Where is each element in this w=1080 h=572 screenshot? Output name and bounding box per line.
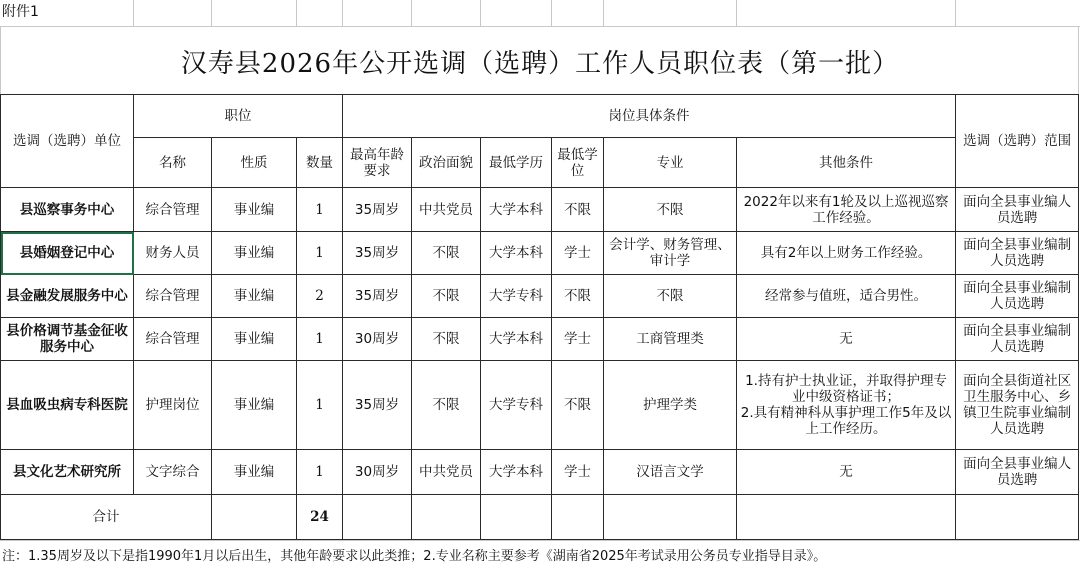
cell-education[interactable]: 大学本科 [481, 188, 552, 232]
total-empty-cell[interactable] [956, 495, 1079, 540]
header-row-1 [1, 95, 1079, 138]
cell-unit[interactable]: 县血吸虫病专科医院 [1, 361, 134, 450]
cell-other[interactable]: 无 [737, 450, 956, 495]
cell-education[interactable]: 大学专科 [481, 361, 552, 450]
header-row-2 [1, 138, 1079, 188]
cell-political[interactable]: 不限 [412, 275, 481, 318]
table-row [1, 318, 1079, 361]
cell-major[interactable]: 护理学类 [604, 361, 737, 450]
cell-political[interactable]: 不限 [412, 361, 481, 450]
header-name[interactable]: 名称 [134, 138, 212, 188]
cell-degree[interactable]: 不限 [552, 275, 604, 318]
cell-degree[interactable]: 不限 [552, 188, 604, 232]
cell-nature[interactable]: 事业编 [212, 361, 297, 450]
cell-nature[interactable]: 事业编 [212, 232, 297, 275]
cell-major[interactable]: 汉语言文学 [604, 450, 737, 495]
cell-scope[interactable]: 面向全县街道社区卫生服务中心、乡镇卫生院事业编制人员选聘 [956, 361, 1079, 450]
cell-unit[interactable]: 县价格调节基金征收服务中心 [1, 318, 134, 361]
cell-count[interactable]: 1 [297, 188, 343, 232]
cell-political[interactable]: 不限 [412, 232, 481, 275]
page-title[interactable]: 汉寿县2026年公开选调（选聘）工作人员职位表（第一批） [180, 48, 900, 79]
cell-count[interactable]: 2 [297, 275, 343, 318]
header-major[interactable]: 专业 [604, 138, 737, 188]
cell-unit-selected[interactable]: 县婚姻登记中心 [1, 232, 134, 275]
total-empty-cell[interactable] [343, 495, 412, 540]
cell-education[interactable]: 大学本科 [481, 232, 552, 275]
gridline [736, 0, 737, 26]
gridline [551, 0, 552, 26]
header-conditions-group[interactable]: 岗位具体条件 [343, 95, 956, 138]
gridline [0, 540, 1080, 541]
cell-name[interactable]: 文字综合 [134, 450, 212, 495]
cell-scope[interactable]: 面向全县事业编制人员选聘 [956, 232, 1079, 275]
cell-political[interactable]: 中共党员 [412, 188, 481, 232]
cell-name[interactable]: 综合管理 [134, 318, 212, 361]
gridline [480, 0, 481, 26]
cell-max-age[interactable]: 35周岁 [343, 232, 412, 275]
header-scope[interactable]: 选调（选聘）范围 [956, 95, 1079, 188]
cell-scope[interactable]: 面向全县事业编人员选聘 [956, 188, 1079, 232]
total-empty-cell[interactable] [212, 495, 297, 540]
cell-degree[interactable]: 学士 [552, 450, 604, 495]
cell-nature[interactable]: 事业编 [212, 188, 297, 232]
total-count[interactable]: 24 [297, 495, 343, 540]
gridline [296, 0, 297, 26]
cell-degree[interactable]: 学士 [552, 318, 604, 361]
header-min-degree[interactable]: 最低学位 [552, 138, 604, 188]
cell-max-age[interactable]: 35周岁 [343, 361, 412, 450]
header-max-age[interactable]: 最高年龄要求 [343, 138, 412, 188]
cell-count[interactable]: 1 [297, 361, 343, 450]
cell-name[interactable]: 财务人员 [134, 232, 212, 275]
cell-name[interactable]: 护理岗位 [134, 361, 212, 450]
header-other[interactable]: 其他条件 [737, 138, 956, 188]
cell-other[interactable]: 无 [737, 318, 956, 361]
total-empty-cell[interactable] [552, 495, 604, 540]
total-empty-cell[interactable] [604, 495, 737, 540]
header-nature[interactable]: 性质 [212, 138, 297, 188]
cell-degree[interactable]: 学士 [552, 232, 604, 275]
cell-name[interactable]: 综合管理 [134, 188, 212, 232]
cell-education[interactable]: 大学本科 [481, 318, 552, 361]
total-empty-cell[interactable] [481, 495, 552, 540]
cell-education[interactable]: 大学专科 [481, 275, 552, 318]
header-unit[interactable]: 选调（选聘）单位 [1, 95, 134, 188]
cell-political[interactable]: 不限 [412, 318, 481, 361]
cell-other[interactable]: 2022年以来有1轮及以上巡视巡察工作经验。 [737, 188, 956, 232]
table-row [1, 232, 1079, 275]
cell-max-age[interactable]: 35周岁 [343, 188, 412, 232]
cell-count[interactable]: 1 [297, 318, 343, 361]
total-empty-cell[interactable] [412, 495, 481, 540]
position-table [0, 94, 1079, 540]
total-empty-cell[interactable] [737, 495, 956, 540]
cell-unit[interactable]: 县巡察事务中心 [1, 188, 134, 232]
cell-major[interactable]: 不限 [604, 188, 737, 232]
cell-major[interactable]: 工商管理类 [604, 318, 737, 361]
gridline [211, 0, 212, 26]
gridline [342, 0, 343, 26]
header-position-group[interactable]: 职位 [134, 95, 343, 138]
table-row [1, 450, 1079, 495]
cell-major[interactable]: 会计学、财务管理、审计学 [604, 232, 737, 275]
gridline [603, 0, 604, 26]
cell-degree[interactable]: 不限 [552, 361, 604, 450]
cell-nature[interactable]: 事业编 [212, 450, 297, 495]
cell-other[interactable]: 经常参与值班，适合男性。 [737, 275, 956, 318]
header-political[interactable]: 政治面貌 [412, 138, 481, 188]
table-row [1, 275, 1079, 318]
cell-other[interactable]: 1.持有护士执业证，并取得护理专业中级资格证书； 2.具有精神科从事护理工作5年及以上工作经历。 [737, 361, 956, 450]
total-label[interactable]: 合计 [1, 495, 212, 540]
gridline [411, 0, 412, 26]
cell-max-age[interactable]: 35周岁 [343, 275, 412, 318]
cell-unit[interactable]: 县文化艺术研究所 [1, 450, 134, 495]
gridline [133, 0, 134, 26]
cell-count[interactable]: 1 [297, 232, 343, 275]
cell-nature[interactable]: 事业编 [212, 275, 297, 318]
cell-major[interactable]: 不限 [604, 275, 737, 318]
header-count[interactable]: 数量 [297, 138, 343, 188]
cell-political[interactable]: 中共党员 [412, 450, 481, 495]
gridline [955, 0, 956, 26]
cell-scope[interactable]: 面向全县事业编制人员选聘 [956, 275, 1079, 318]
cell-count[interactable]: 1 [297, 450, 343, 495]
cell-max-age[interactable]: 30周岁 [343, 318, 412, 361]
gridline [0, 26, 1080, 27]
cell-scope[interactable]: 面向全县事业编人员选聘 [956, 450, 1079, 495]
cell-name[interactable]: 综合管理 [134, 275, 212, 318]
cell-education[interactable]: 大学本科 [481, 450, 552, 495]
table-row [1, 188, 1079, 232]
header-min-education[interactable]: 最低学历 [481, 138, 552, 188]
cell-unit[interactable]: 县金融发展服务中心 [1, 275, 134, 318]
footnote[interactable]: 注：1.35周岁及以下是指1990年1月以后出生，其他年龄要求以此类推；2.专业名称主要参考《湖南省2025年考试录用公务员专业指导目录》。 [2, 549, 827, 564]
cell-max-age[interactable]: 30周岁 [343, 450, 412, 495]
table-row [1, 361, 1079, 450]
cell-scope[interactable]: 面向全县事业编制人员选聘 [956, 318, 1079, 361]
cell-other[interactable]: 具有2年以上财务工作经验。 [737, 232, 956, 275]
cell-nature[interactable]: 事业编 [212, 318, 297, 361]
total-row [1, 495, 1079, 540]
attachment-label[interactable]: 附件1 [2, 4, 39, 20]
